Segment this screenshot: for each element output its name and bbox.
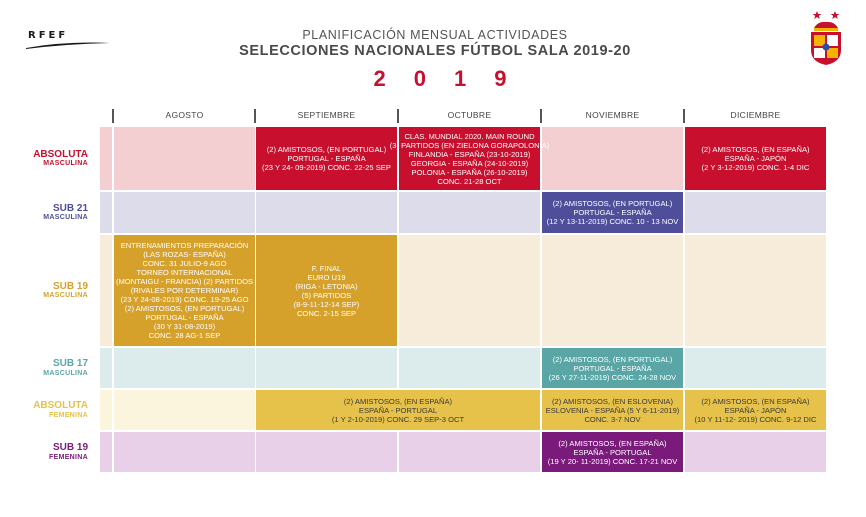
event-block[interactable] [256,235,397,346]
swoosh-icon [26,40,112,50]
event-line: (RIGA - LETONIA) [295,281,358,291]
year-heading: 2019 [373,66,535,91]
month-label: DICIEMBRE [730,110,781,120]
month-divider [112,109,114,123]
row-label-title: ABSOLUTA [33,148,88,160]
calendar-cell [685,432,826,472]
row-label-sub21-masculina [0,204,88,222]
row-label-sub17-masculina [0,359,88,377]
event-line: (2) AMISTOSOS, (EN ESPAÑA) [558,438,667,448]
row-label-gender: FEMENINA [49,411,88,419]
event-line: ESPAÑA - PORTUGAL [358,405,438,415]
event-line: PORTUGAL - ESPAÑA [573,208,652,217]
row-label-sub19-masculina [0,282,88,300]
calendar-cell [256,432,397,472]
calendar-cell [399,192,540,233]
event-block[interactable] [542,390,683,430]
event-line: ESLOVENIA - ESPAÑA (5 Y 6-11-2019) [545,405,680,415]
event-line: (2 Y 3-12-2019) CONC. 1-4 DIC [701,163,810,172]
document-title: SELECCIONES NACIONALES FÚTBOL SALA 2019-20 [239,43,631,59]
calendar-cell [399,348,540,388]
event-line: (RIVALES POR DETERMINAR) [130,286,239,295]
row-label-gender: FEMENINA [49,453,88,461]
row-label-title: SUB 21 [52,202,88,214]
event-line: EURO U19 [307,272,346,282]
row-label-gender: MASCULINA [43,160,88,167]
calendar-cell [399,432,540,472]
event-line: CONC. 3-7 NOV [584,414,641,424]
row-label-absoluta-masculina [0,150,88,168]
event-block[interactable] [389,127,550,190]
event-line: TORNEO INTERNACIONAL [136,268,233,277]
event-line: CONC. 31 JULIO-9 AGO [142,259,227,268]
event-block[interactable] [542,432,683,472]
event-line: CLAS. MUNDIAL 2020. MAIN ROUND [404,131,535,141]
event-block[interactable] [256,127,397,190]
calendar-cell [685,235,826,346]
event-line: FINLANDIA - ESPAÑA (23-10-2019) [408,149,531,159]
event-line: (30 Y 31-08-2019) [153,322,216,331]
month-header-septiembre [256,109,397,125]
event-line: ESPAÑA - JAPÓN [724,154,787,163]
calendar-cell [114,348,255,388]
event-line: GEORGIA - ESPAÑA (24-10-2019) [410,158,529,168]
calendar-cell [685,348,826,388]
event-line: (LAS ROZAS- ESPAÑA) [143,250,226,259]
row-strip [100,192,112,233]
calendar-cell [114,432,255,472]
event-line: F. FINAL [311,263,342,273]
calendar-cell [114,127,255,190]
event-line: (2) AMISTOSOS, (EN ESPAÑA) [701,145,810,154]
event-line: (2) AMISTOSOS, (EN ESPAÑA) [701,396,810,406]
event-line: (3) PARTIDOS (EN ZIELONA GORAPOLONIA) [389,140,550,150]
row-strip [100,390,112,430]
event-line: CONC. 21-28 OCT [437,176,502,186]
event-line: PORTUGAL - ESPAÑA [573,363,652,373]
event-block[interactable] [114,235,255,346]
event-block[interactable] [542,348,683,388]
event-line: (2) AMISTOSOS, (EN PORTUGAL) [266,145,387,154]
month-header-diciembre [685,109,826,125]
event-line: CONC. 2-15 SEP [296,308,357,318]
month-header-agosto [114,109,255,125]
event-line: (1 Y 2-10-2019) CONC. 29 SEP-3 OCT [331,414,465,424]
month-divider [254,109,256,123]
federation-crest-icon [806,10,846,66]
calendar-cell [542,127,683,190]
brand-name: RFEF [28,30,69,41]
event-line: (19 Y 20- 11-2019) CONC. 17-21 NOV [547,456,678,466]
event-line: (2) AMISTOSOS, (EN ESPAÑA) [343,396,453,406]
row-label-title: SUB 19 [52,442,88,453]
event-line: (2) AMISTOSOS, (EN PORTUGAL) [124,304,245,313]
event-line: (23 Y 24-08-2019) CONC. 19-25 AGO [120,295,249,304]
row-strip [100,235,112,346]
calendar-cell [542,235,683,346]
calendar-cell [256,348,397,388]
row-label-gender: MASCULINA [43,369,88,377]
event-line: PORTUGAL - ESPAÑA [145,313,224,322]
calendar-cell [685,192,826,233]
event-line: PORTUGAL - ESPAÑA [287,154,366,163]
row-strip [100,432,112,472]
event-line: (26 Y 27-11-2019) CONC. 24-28 NOV [548,372,677,382]
event-block[interactable] [542,192,683,233]
month-label: AGOSTO [165,110,204,120]
event-line: (10 Y 11-12- 2019) CONC. 9-12 DIC [694,414,817,424]
event-line: (5) PARTIDOS [301,290,352,300]
calendar-cell [399,235,540,346]
row-strip [100,127,112,190]
row-label-title: SUB 17 [52,358,88,369]
month-divider [540,109,542,123]
event-block[interactable] [685,390,826,430]
calendar-cell [114,192,255,233]
event-line: (2) AMISTOSOS, (EN PORTUGAL) [552,199,673,208]
month-label: NOVIEMBRE [585,110,640,120]
row-label-title: SUB 19 [52,280,88,292]
event-line: (2) AMISTOSOS, (EN ESLOVENIA) [552,396,673,406]
row-strip [100,348,112,388]
calendar-cell [114,390,255,430]
month-header-noviembre [542,109,683,125]
event-block[interactable] [256,390,540,430]
row-label-gender: MASCULINA [43,214,88,221]
event-line: (12 Y 13-11-2019) CONC. 10 - 13 NOV [546,217,679,226]
row-label-absoluta-femenina [0,401,88,419]
event-line: ESPAÑA - PORTUGAL [573,447,652,457]
document-subtitle: PLANIFICACIÓN MENSUAL ACTIVIDADES [302,28,568,42]
row-label-gender: MASCULINA [43,292,88,299]
event-line: POLONIA - ESPAÑA (26-10-2019) [411,167,528,177]
month-divider [683,109,685,123]
event-line: ESPAÑA - JAPÓN [724,405,787,415]
rfef-logo [26,30,112,50]
row-label-sub19-femenina [0,443,88,461]
event-block[interactable] [685,127,826,190]
row-label-title: ABSOLUTA [33,400,88,411]
event-line: ENTRENAMIENTOS PREPARACIÓN [120,241,249,250]
month-header-octubre [399,109,540,125]
month-divider [397,109,399,123]
event-line: (8-9-11-12-14 SEP) [293,299,360,309]
event-line: (2) AMISTOSOS, (EN PORTUGAL) [552,354,673,364]
event-line: (23 Y 24- 09-2019) CONC. 22-25 SEP [262,163,391,172]
event-line: CONC. 28 AG-1 SEP [148,331,221,340]
month-label: SEPTIEMBRE [297,110,356,120]
event-line: (MONTAIGU - FRANCIA) (2) PARTIDOS [115,277,254,286]
calendar-cell [256,192,397,233]
month-label: OCTUBRE [447,110,492,120]
